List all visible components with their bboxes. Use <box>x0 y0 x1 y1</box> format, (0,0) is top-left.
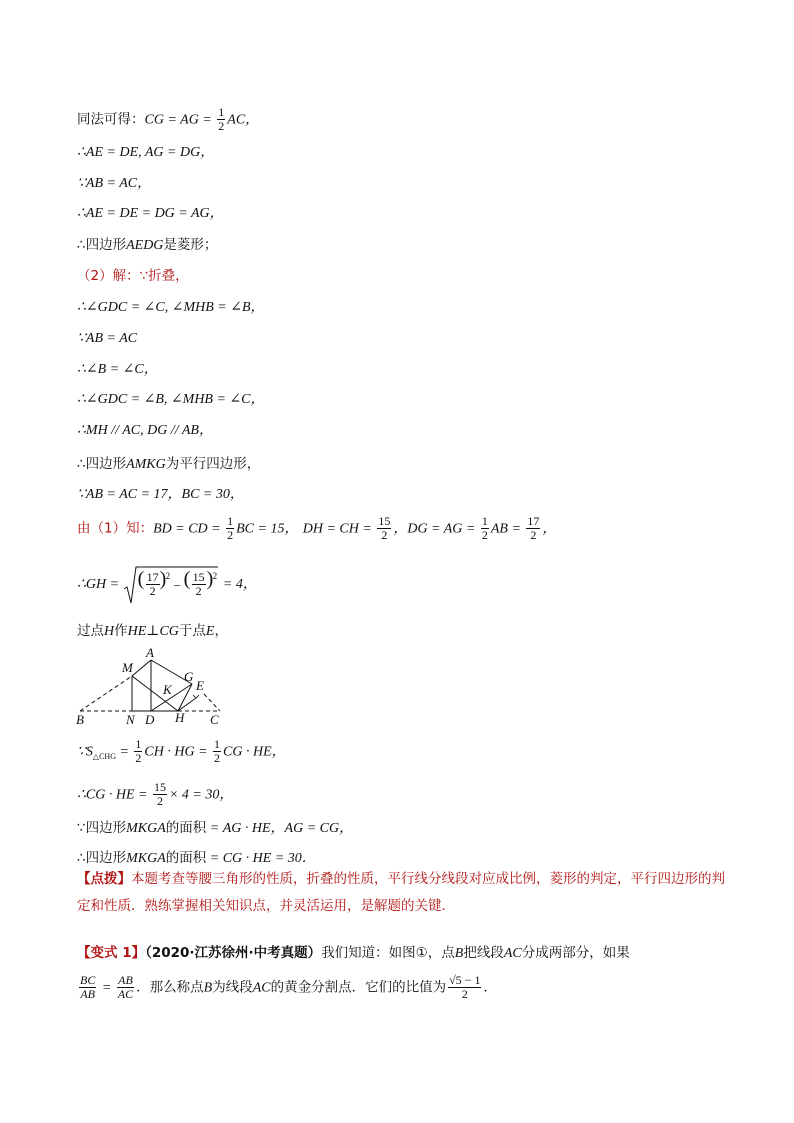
math: = <box>98 980 115 996</box>
numerator: 1 <box>481 514 488 528</box>
label-n: N <box>126 712 135 727</box>
math: AB = <box>490 521 525 537</box>
variant-source: （2020·江苏徐州·中考真题） <box>145 945 322 961</box>
fraction <box>146 571 160 598</box>
numerator: 17 <box>146 570 159 584</box>
math: AEDG <box>126 238 164 253</box>
square-root <box>123 565 219 605</box>
line-14 <box>77 515 556 542</box>
exponent: 2 <box>165 571 171 581</box>
text: ∴四边形 <box>77 456 127 472</box>
math: AC <box>252 980 271 996</box>
text: 我们知道：如图①，点 <box>321 945 455 961</box>
text: 是菱形； <box>163 237 218 253</box>
math: = 4， <box>222 577 257 592</box>
denominator: AC <box>117 987 134 1001</box>
right-angle-mark <box>193 695 199 698</box>
tip-label: 【点拨】 <box>77 871 131 887</box>
fraction <box>134 738 142 765</box>
math: CH · HG = <box>144 744 212 760</box>
tip-text: 本题考查等腰三角形的性质，折叠的性质，平行线分线段对应成比例，菱形的判定，平行四边形的判定和性质．熟练掌握相关知识点，并灵活运用，是解题的关键． <box>77 871 725 914</box>
text: ． <box>483 979 497 996</box>
math: ∵S <box>77 744 93 760</box>
math: ∴CG · HE = <box>77 787 151 803</box>
line-9: ∴∠B = ∠C， <box>77 362 158 377</box>
variant-line-2 <box>77 974 497 1001</box>
text: ∴四边形 <box>77 850 127 866</box>
line-13: ∵AB = AC = 17，BC = 30， <box>77 487 244 502</box>
line-1 <box>77 106 259 133</box>
numerator: AB <box>118 973 133 987</box>
math: = CG · HE = 30． <box>206 851 316 866</box>
math: CG · HE， <box>223 744 286 760</box>
text: ∴四边形 <box>77 237 127 253</box>
numerator: 17 <box>527 514 540 528</box>
denominator: 2 <box>481 528 488 542</box>
text: 的面积 <box>165 850 207 866</box>
text: 由（1）知： <box>77 520 154 537</box>
line-6: （2）解：∵折叠， <box>77 268 189 284</box>
label-h: H <box>175 710 185 725</box>
label-m: M <box>122 660 133 675</box>
math: = AG · HE，AG = CG， <box>206 821 354 836</box>
math: CG = AG = <box>144 112 216 128</box>
numerator: 15 <box>153 780 166 794</box>
subscript: △CHG <box>92 752 116 762</box>
denominator: 2 <box>149 584 156 598</box>
math: AMKG <box>126 457 166 472</box>
line-7: ∴∠GDC = ∠C, ∠MHB = ∠B， <box>77 300 265 315</box>
variant-line-1 <box>77 944 630 963</box>
math: B <box>203 980 213 996</box>
fraction <box>213 738 221 765</box>
denominator: 2 <box>218 119 225 133</box>
math: MKGA <box>126 851 166 866</box>
line-18 <box>77 781 233 808</box>
text: 为线段 <box>212 979 253 996</box>
fraction <box>153 781 167 808</box>
numerator: 1 <box>135 737 142 751</box>
line-12 <box>77 455 260 474</box>
label-k: K <box>163 682 172 697</box>
math: HE⊥CG <box>127 624 179 639</box>
label-b: B <box>76 712 84 727</box>
text: 于点 <box>178 623 206 639</box>
text: 把线段 <box>463 945 504 961</box>
text: 作 <box>114 623 128 639</box>
denominator: 2 <box>227 528 234 542</box>
math: AC <box>503 946 522 961</box>
segment-ma <box>132 660 151 676</box>
math: × 4 = 30， <box>168 787 234 803</box>
paren: ( <box>137 568 145 590</box>
text: ．那么称点 <box>136 979 204 996</box>
line-19 <box>77 819 353 838</box>
fraction <box>226 515 234 542</box>
math: DH = CH = <box>302 521 376 537</box>
dashed-line-ec <box>204 694 220 711</box>
numerator: √5 − 1 <box>449 973 481 987</box>
text: ∵四边形 <box>77 820 127 836</box>
line-2: ∴AE = DE, AG = DG， <box>77 145 215 160</box>
math: = <box>115 744 133 760</box>
denominator: 2 <box>135 751 142 765</box>
line-15 <box>77 565 257 605</box>
math: H <box>104 624 115 639</box>
line-16 <box>77 622 228 641</box>
text: 过点 <box>77 623 104 639</box>
dashed-line-bm <box>80 676 132 711</box>
math: BC = 15， <box>236 521 299 537</box>
denominator: 2 <box>214 751 221 765</box>
text: 同法可得： <box>77 111 145 128</box>
paren: ) <box>159 568 167 590</box>
line-5 <box>77 236 217 255</box>
label-c: C <box>210 712 219 727</box>
fraction <box>192 571 206 598</box>
numerator: BC <box>80 973 96 987</box>
math: MKGA <box>126 821 166 836</box>
math: ，DG = AG = <box>393 521 479 537</box>
line-11: ∴MH // AC, DG // AB， <box>77 423 213 438</box>
numerator: 1 <box>218 105 225 119</box>
paren: ) <box>206 568 214 590</box>
text: 的面积 <box>165 820 207 836</box>
denominator: 2 <box>156 794 163 808</box>
fraction <box>377 515 391 542</box>
math: BD = CD = <box>153 521 225 537</box>
numerator: 15 <box>192 570 205 584</box>
line-4: ∴AE = DE = DG = AG， <box>77 206 224 221</box>
fraction <box>448 974 481 1001</box>
text: 为平行四边形， <box>165 456 261 472</box>
math: AC， <box>227 112 260 128</box>
denominator: AB <box>80 987 95 1001</box>
tip-paragraph <box>77 866 727 920</box>
math: B <box>454 946 464 961</box>
numerator: 1 <box>214 737 221 751</box>
exponent: 2 <box>212 571 218 581</box>
label-d: D <box>145 712 155 727</box>
denominator: 2 <box>530 528 537 542</box>
label-e: E <box>196 678 204 693</box>
text: ， <box>214 623 228 639</box>
variant-label: 【变式 1】 <box>77 945 146 961</box>
numerator: 15 <box>378 514 391 528</box>
denominator: 2 <box>195 584 202 598</box>
math: ∴GH = <box>77 577 123 592</box>
fraction <box>481 515 489 542</box>
geometry-figure <box>70 644 230 728</box>
text: 的黄金分割点．它们的比值为 <box>270 979 447 996</box>
math: ， <box>542 521 557 537</box>
line-8: ∵AB = AC <box>77 331 138 346</box>
fraction <box>79 974 96 1001</box>
line-3: ∵AB = AC， <box>77 176 152 191</box>
numerator: 1 <box>227 514 234 528</box>
line-17 <box>77 738 286 766</box>
fraction <box>117 974 134 1001</box>
denominator: 2 <box>381 528 388 542</box>
fraction <box>526 515 540 542</box>
math: E <box>205 624 215 639</box>
paren: ( <box>183 568 191 590</box>
label-a: A <box>146 645 154 660</box>
minus-sign: − <box>173 578 181 593</box>
label-g: G <box>184 669 194 684</box>
denominator: 2 <box>461 987 468 1001</box>
line-10: ∴∠GDC = ∠B, ∠MHB = ∠C， <box>77 392 265 407</box>
text: 分成两部分，如果 <box>521 945 630 961</box>
fraction <box>217 106 225 133</box>
